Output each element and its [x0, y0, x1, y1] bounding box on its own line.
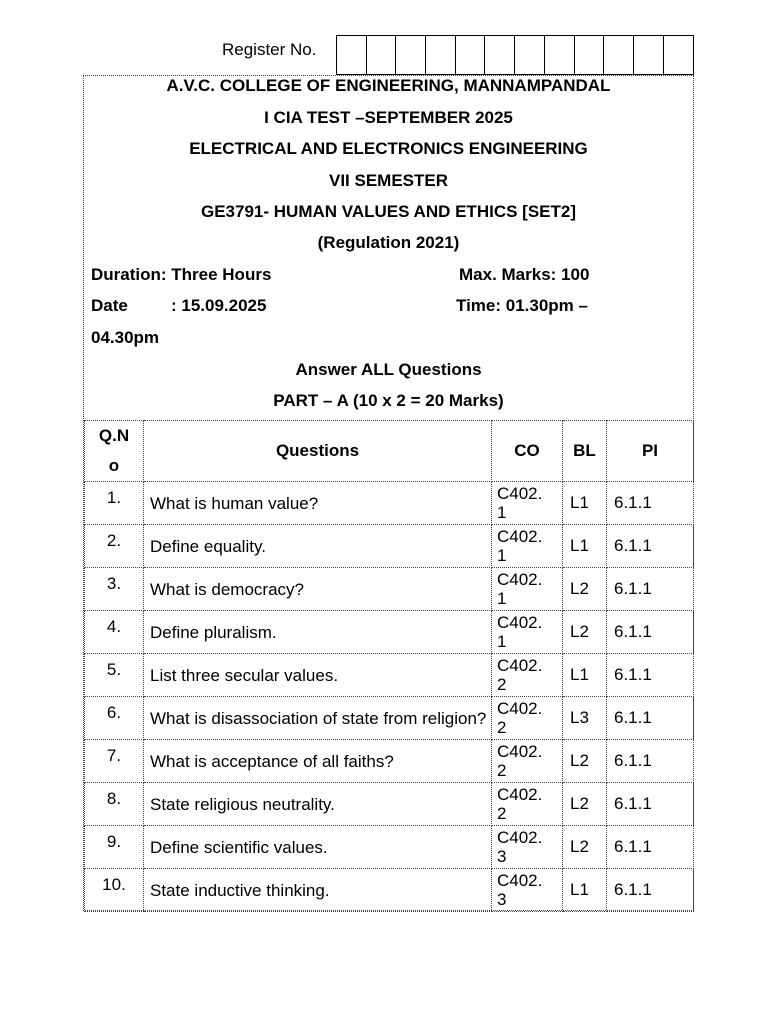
course-outcome	[492, 611, 563, 654]
question-text: Define scientific values.	[144, 826, 492, 869]
course-outcome-code: C402.	[497, 527, 543, 546]
blooms-level: L2	[563, 611, 607, 654]
performance-indicator: 6.1.1	[607, 783, 694, 826]
blooms-level: L3	[563, 697, 607, 740]
date-value: : 15.09.2025	[171, 296, 267, 315]
course-outcome-code: C402.	[497, 828, 543, 847]
date-label: Date	[91, 296, 128, 315]
register-digit-box	[456, 36, 486, 74]
course-outcome-number: 1	[497, 546, 507, 565]
course-outcome-number: 1	[497, 589, 507, 608]
part-heading: PART – A (10 x 2 = 20 Marks)	[273, 391, 504, 410]
performance-indicator: 6.1.1	[607, 869, 694, 912]
table-row	[85, 568, 694, 611]
column-header-bl: BL	[563, 421, 607, 482]
department-name: ELECTRICAL AND ELECTRONICS ENGINEERING	[189, 139, 588, 158]
college-name: A.V.C. COLLEGE OF ENGINEERING, MANNAMPANDAL	[166, 76, 611, 95]
blooms-level: L2	[563, 568, 607, 611]
question-text: List three secular values.	[144, 654, 492, 697]
course-outcome-number: 1	[497, 503, 507, 522]
blooms-level: L1	[563, 654, 607, 697]
course-outcome	[492, 697, 563, 740]
register-digit-box	[545, 36, 575, 74]
time-end: 04.30pm	[91, 328, 160, 347]
course-outcome	[492, 568, 563, 611]
course-outcome-code: C402.	[497, 785, 543, 804]
semester: VII SEMESTER	[328, 171, 449, 190]
register-digit-box	[396, 36, 426, 74]
duration: Duration: Three Hours	[91, 265, 272, 284]
register-number-label: Register No.	[222, 40, 317, 59]
column-header-questions: Questions	[144, 421, 492, 482]
register-digit-box	[367, 36, 397, 74]
table-row	[85, 869, 694, 912]
blooms-level: L2	[563, 826, 607, 869]
blooms-level: L2	[563, 783, 607, 826]
time-start: Time: 01.30pm –	[456, 296, 588, 315]
register-digit-box	[664, 36, 694, 74]
column-header-co: CO	[492, 421, 563, 482]
qno-header-line2: o	[108, 456, 120, 475]
course-outcome	[492, 654, 563, 697]
questions-table	[84, 420, 694, 912]
performance-indicator: 6.1.1	[607, 740, 694, 783]
course-outcome-number: 3	[497, 847, 507, 866]
course-outcome-number: 3	[497, 890, 507, 909]
question-text: Define equality.	[144, 525, 492, 568]
performance-indicator: 6.1.1	[607, 826, 694, 869]
register-digit-box	[337, 36, 367, 74]
course-outcome	[492, 525, 563, 568]
test-title: I CIA TEST –SEPTEMBER 2025	[264, 108, 513, 127]
question-number: 8.	[85, 783, 144, 826]
register-digit-box	[604, 36, 634, 74]
question-number: 6.	[85, 697, 144, 740]
question-text: What is democracy?	[144, 568, 492, 611]
performance-indicator: 6.1.1	[607, 611, 694, 654]
course-outcome-code: C402.	[497, 570, 543, 589]
question-text: What is human value?	[144, 482, 492, 525]
register-digit-box	[575, 36, 605, 74]
question-number: 2.	[85, 525, 144, 568]
question-text: State inductive thinking.	[144, 869, 492, 912]
column-header-qno	[85, 421, 144, 482]
blooms-level: L1	[563, 482, 607, 525]
course-outcome-code: C402.	[497, 613, 543, 632]
course-outcome	[492, 869, 563, 912]
course-outcome-code: C402.	[497, 871, 543, 890]
question-text: What is acceptance of all faiths?	[144, 740, 492, 783]
regulation: (Regulation 2021)	[317, 233, 460, 252]
instructions: Answer ALL Questions	[295, 360, 482, 379]
register-digit-box	[426, 36, 456, 74]
performance-indicator: 6.1.1	[607, 654, 694, 697]
performance-indicator: 6.1.1	[607, 525, 694, 568]
question-number: 4.	[85, 611, 144, 654]
table-row	[85, 654, 694, 697]
register-digit-box	[634, 36, 664, 74]
register-digit-box	[515, 36, 545, 74]
course-outcome-number: 2	[497, 718, 507, 737]
course-outcome	[492, 826, 563, 869]
course-outcome	[492, 783, 563, 826]
course-outcome-number: 2	[497, 761, 507, 780]
course-outcome-number: 2	[497, 804, 507, 823]
course-outcome	[492, 740, 563, 783]
course-outcome-code: C402.	[497, 484, 543, 503]
question-number: 3.	[85, 568, 144, 611]
table-row	[85, 482, 694, 525]
table-header-row	[85, 421, 694, 482]
blooms-level: L1	[563, 525, 607, 568]
performance-indicator: 6.1.1	[607, 568, 694, 611]
course-outcome-code: C402.	[497, 699, 543, 718]
question-paper	[83, 75, 694, 911]
register-digit-box	[485, 36, 515, 74]
question-number: 1.	[85, 482, 144, 525]
qno-header-line1: Q.N	[98, 426, 130, 445]
course-outcome-number: 1	[497, 632, 507, 651]
question-text: Define pluralism.	[144, 611, 492, 654]
performance-indicator: 6.1.1	[607, 697, 694, 740]
table-row	[85, 611, 694, 654]
table-row	[85, 740, 694, 783]
question-number: 10.	[85, 869, 144, 912]
course-outcome	[492, 482, 563, 525]
table-row	[85, 783, 694, 826]
blooms-level: L1	[563, 869, 607, 912]
course-outcome-number: 2	[497, 675, 507, 694]
course-title: GE3791- HUMAN VALUES AND ETHICS [SET2]	[201, 202, 576, 221]
course-outcome-code: C402.	[497, 656, 543, 675]
question-text: What is disassociation of state from religion?	[144, 697, 492, 740]
table-row	[85, 697, 694, 740]
column-header-pi: PI	[607, 421, 694, 482]
max-marks: Max. Marks: 100	[459, 265, 590, 284]
table-row	[85, 525, 694, 568]
blooms-level: L2	[563, 740, 607, 783]
register-number-boxes	[336, 35, 694, 75]
table-row	[85, 826, 694, 869]
question-text: State religious neutrality.	[144, 783, 492, 826]
performance-indicator: 6.1.1	[607, 482, 694, 525]
course-outcome-code: C402.	[497, 742, 543, 761]
question-number: 7.	[85, 740, 144, 783]
question-number: 5.	[85, 654, 144, 697]
question-number: 9.	[85, 826, 144, 869]
